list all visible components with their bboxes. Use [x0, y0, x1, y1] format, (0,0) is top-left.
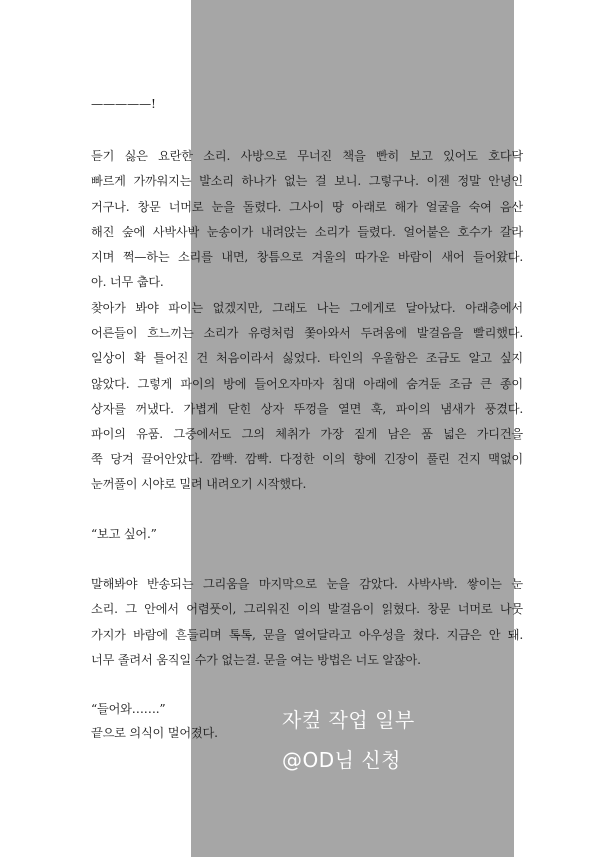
- text-line: 파이의 유품. 그중에서도 그의 체취가 가장 짙게 남은 품 넓은 가디건을: [91, 427, 523, 441]
- text-line: 빠르게 가까워지는 발소리 하나가 없는 걸 보니. 그렇구나. 이젠 정말 안녕인: [91, 174, 523, 188]
- dialogue-line: “보고 싶어.”: [91, 527, 157, 541]
- text-line: 소리. 그 안에서 어렴풋이, 그리워진 이의 발걸음이 읽혔다. 창문 너머로 나뭇: [91, 602, 523, 616]
- dash-line: —————!: [91, 97, 156, 111]
- watermark-line-2: @OD님 신청: [282, 748, 401, 772]
- text-line: 해진 숲에 사박사박 눈송이가 내려앉는 소리가 들렸다. 얼어붙은 호수가 갈라: [91, 225, 523, 239]
- text-line: 너무 졸려서 움직일 수가 없는걸. 문을 여는 방법은 너도 알잖아.: [91, 653, 421, 667]
- text-line: 쭉 당겨 끌어안았다. 깜빡. 깜빡. 다정한 이의 향에 긴장이 풀린 건지 맥없이: [91, 452, 523, 466]
- text-line: 끝으로 의식이 멀어졌다.: [91, 726, 218, 740]
- text-line: 지며 쩍—하는 소리를 내면, 창틈으로 겨울의 따가운 바람이 새어 들어왔다.: [91, 250, 523, 264]
- dialogue-line: “들어와…….”: [91, 702, 166, 716]
- text-line: 눈꺼풀이 시야로 밀려 내려오기 시작했다.: [91, 477, 307, 491]
- text-line: 가지가 바람에 흔들리며 톡톡, 문을 열어달라고 아우성을 쳤다. 지금은 안 돼.: [91, 628, 523, 642]
- text-line: 아. 너무 춥다.: [91, 275, 164, 289]
- text-line: 상자를 꺼냈다. 가볍게 닫힌 상자 뚜껑을 열면 훅, 파이의 냄새가 풍겼다.: [91, 402, 523, 416]
- watermark-line-1: 자컾 작업 일부: [282, 708, 415, 732]
- text-line: 찾아가 봐야 파이는 없겠지만, 그래도 나는 그에게로 달아났다. 아래층에서: [91, 301, 523, 315]
- text-line: 거구나. 창문 너머로 눈을 돌렸다. 그사이 땅 아래로 해가 얼굴을 숙여 음산: [91, 200, 523, 214]
- text-line: 않았다. 그렇게 파이의 방에 들어오자마자 침대 아래에 숨겨둔 조금 큰 종이: [91, 377, 523, 391]
- text-line: 일상이 확 틀어진 건 처음이라서 싫었다. 타인의 우울함은 조금도 알고 싶지: [91, 351, 523, 365]
- text-line: 듣기 싫은 요란한 소리. 사방으로 무너진 책을 빤히 보고 있어도 호다닥: [91, 149, 523, 163]
- text-line: 말해봐야 반송되는 그리움을 마지막으로 눈을 감았다. 사박사박. 쌓이는 눈: [91, 577, 523, 591]
- text-line: 어른들이 흐느끼는 소리가 유령처럼 쫓아와서 두려움에 발걸음을 빨리했다.: [91, 326, 523, 340]
